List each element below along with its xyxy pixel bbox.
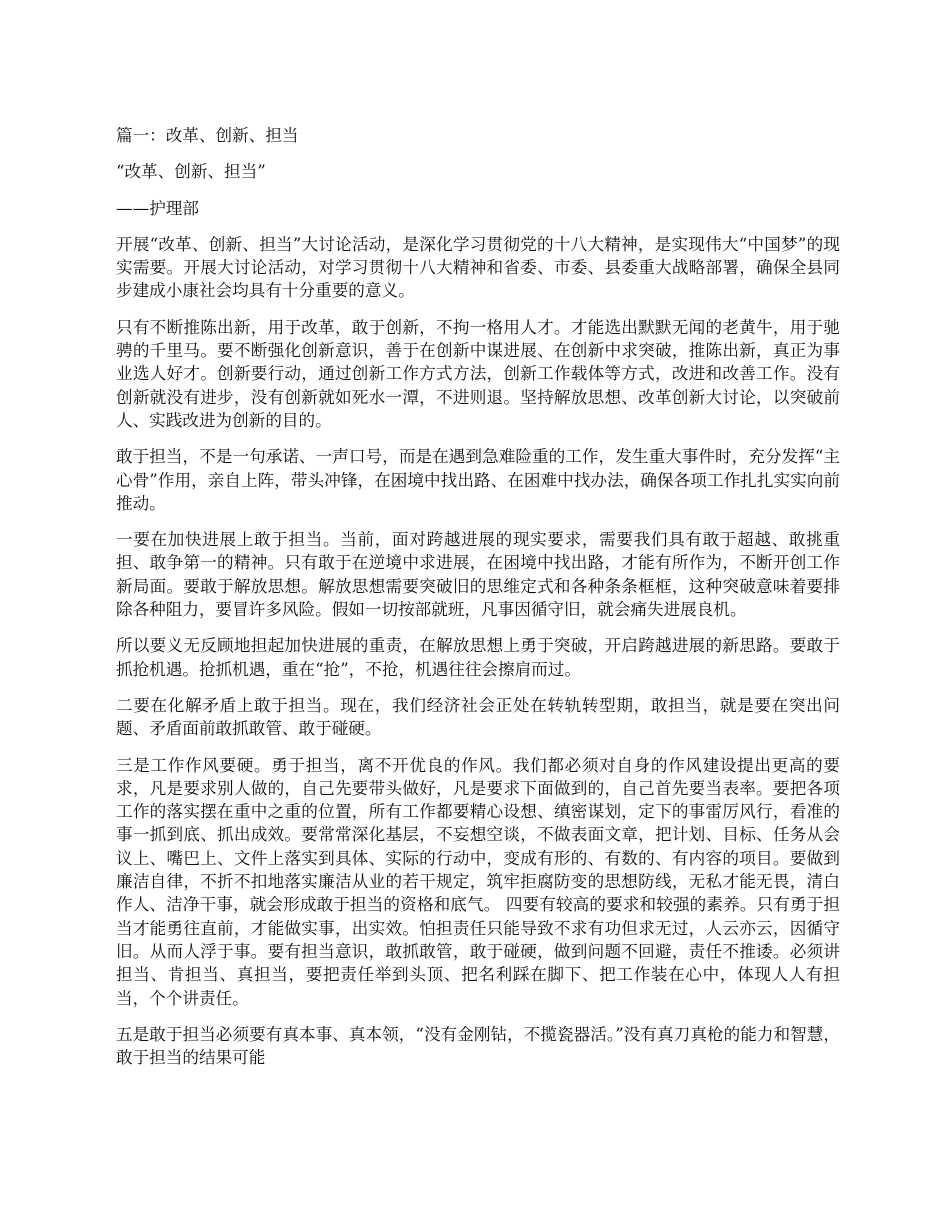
quote-title: “改革、创新、担当” — [116, 162, 266, 182]
paragraph: 开展“改革、创新、担当”大讨论活动，是深化学习贯彻党的十八大精神，是实现伟大“中国梦”的现实需要。开展大讨论活动，对学习贯彻十八大精神和省委、市委、县委重大战略部署，确保全县同步建成小康社会均具有十分重要的意义。 — [116, 234, 840, 301]
document-body — [116, 124, 840, 1082]
paragraph: 敢于担当，不是一句承诺、一声口号，而是在遇到急难险重的工作，发生重大事件时，充分发挥“主心骨”作用，亲自上阵，带头冲锋，在困境中找出路、在困难中找办法，确保各项工作扎扎实实向前推动。 — [116, 447, 840, 513]
paragraph: 五是敢于担当必须要有真本事、真本领，“没有金刚钻，不揽瓷器活。”没有真刀真枪的能力和智慧，敢于担当的结果可能 — [116, 1024, 840, 1068]
department-signature: ——护理部 — [116, 198, 199, 218]
paragraph: 一要在加快进展上敢于担当。当前，面对跨越进展的现实要求，需要我们具有敢于超越、敢挑重担、敢争第一的精神。只有敢于在逆境中求进展，在困境中找出路，才能有所作为，不断开创工作新局面。要敢于解放思想。解放思想需要突破旧的思维定式和各种条条框框，这种突破意味着要排除各种阻力，要冒许多风险。假如一切按部就班，凡事因循守旧，就会痛失进展良机。 — [116, 530, 840, 620]
paragraph: 二要在化解矛盾上敢于担当。现在，我们经济社会正处在转轨转型期，敢担当，就是要在突出问题、矛盾面前敢抓敢管、敢于碰硬。 — [116, 695, 840, 739]
paragraph: 只有不断推陈出新，用于改革，敢于创新，不拘一格用人才。才能选出默默无闻的老黄牛，用于驰骋的千里马。要不断强化创新意识，善于在创新中谋进展、在创新中求突破，推陈出新，真正为事业选人好才。创新要行动，通过创新工作方式方法，创新工作载体等方式，改进和改善工作。没有创新就没有进步，没有创新就如死水一潭，不进则退。坚持解放思想、改革创新大讨论，以突破前人、实践改进为创新的目的。 — [116, 317, 840, 430]
document-heading: 篇一：改革、创新、担当 — [116, 126, 299, 145]
paragraph: 三是工作作风要硬。勇于担当，离不开优良的作风。我们都必须对自身的作风建设提出更高的要求，凡是要求别人做的，自己先要带头做好，凡是要求下面做到的，自己首先要当表率。要把各项工作的落实摆在重中之重的位置，所有工作都要精心设想、缜密谋划，定下的事雷厉风行，看准的事一抓到底、抓出成效。要常常深化基层，不妄想空谈，不做表面文章，把计划、目标、任务从会议上、嘴巴上、文件上落实到具体、实际的行动中，变成有形的、有数的、有内容的项目。要做到廉洁自律，不折不扣地落实廉洁从业的若干规定，筑牢拒腐防变的思想防线，无私才能无畏，清白作人、洁净干事，就会形成敢于担当的资格和底气。 四要有较高的要求和较强的素养。只有勇于担当才能勇往直前，才能做实事，出实效。怕担责任只能导致不求有功但求无过，人云亦云，因循守旧。从而人浮于事。要有担当意识，敢抓敢管，敢于碰硬，做到问题不回避，责任不推诿。必须讲担当、肯担当、真担当，要把责任举到头顶、把名利踩在脚下、把工作装在心中，体现人人有担当，个个讲责任。 — [116, 755, 840, 1008]
paragraph: 所以要义无反顾地担起加快进展的重责，在解放思想上勇于突破，开启跨越进展的新思路。要敢于抓抢机遇。抢抓机遇，重在“抢”，不抢，机遇往往会擦肩而过。 — [116, 636, 840, 679]
